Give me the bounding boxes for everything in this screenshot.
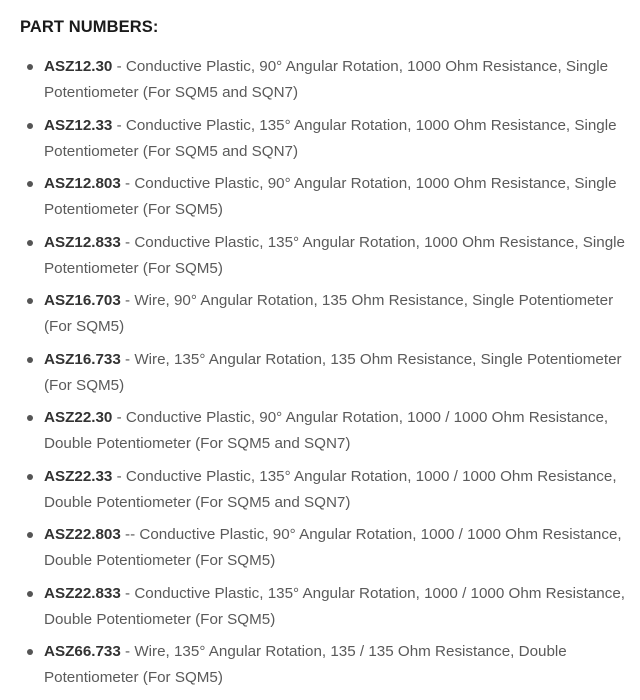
- part-item: [20, 347, 640, 399]
- part-description: - Conductive Plastic, 135° Angular Rotation, 1000 / 1000 Ohm Resistance, Double Potentiometer (For SQM5): [44, 584, 625, 628]
- bullet-icon: [27, 240, 33, 246]
- part-code: ASZ12.833: [44, 233, 121, 251]
- part-code: ASZ16.733: [44, 350, 121, 368]
- part-description: - Conductive Plastic, 135° Angular Rotation, 1000 / 1000 Ohm Resistance, Double Potentiometer (For SQM5 and SQN7): [44, 467, 617, 511]
- part-description: - Conductive Plastic, 90° Angular Rotation, 1000 / 1000 Ohm Resistance, Double Potentiometer (For SQM5 and SQN7): [44, 409, 609, 452]
- bullet-icon: [27, 532, 33, 538]
- bullet-icon: [27, 474, 33, 480]
- bullet-icon: [27, 123, 33, 129]
- part-item: [20, 113, 640, 165]
- part-code: ASZ22.30: [44, 409, 113, 426]
- bullet-icon: [27, 181, 33, 187]
- part-description: - Wire, 90° Angular Rotation, 135 Ohm Resistance, Single Potentiometer (For SQM5): [44, 292, 614, 335]
- part-description: - Conductive Plastic, 90° Angular Rotation, 1000 Ohm Resistance, Single Potentiometer (For SQM5): [44, 175, 617, 218]
- part-description: - Conductive Plastic, 135° Angular Rotation, 1000 Ohm Resistance, Single Potentiometer (For SQM5 and SQN7): [44, 116, 617, 160]
- bullet-icon: [27, 649, 33, 655]
- part-description: - Conductive Plastic, 135° Angular Rotation, 1000 Ohm Resistance, Single Potentiometer (For SQM5): [44, 233, 625, 277]
- section-heading: PART NUMBERS:: [20, 18, 159, 36]
- part-code: ASZ12.803: [44, 175, 121, 192]
- part-item: [20, 639, 640, 691]
- bullet-icon: [27, 591, 33, 597]
- part-item: [20, 581, 640, 633]
- part-item: [20, 230, 640, 282]
- part-description: - Wire, 135° Angular Rotation, 135 / 135 Ohm Resistance, Double Potentiometer (For SQM5): [44, 643, 567, 686]
- bullet-icon: [27, 357, 33, 363]
- part-code: ASZ12.33: [44, 116, 113, 134]
- part-description: -- Conductive Plastic, 90° Angular Rotation, 1000 / 1000 Ohm Resistance, Double Potentiometer (For SQM5): [44, 526, 622, 569]
- part-code: ASZ22.833: [44, 584, 121, 602]
- part-item: [20, 464, 640, 516]
- part-item: [20, 405, 640, 457]
- part-item: [20, 171, 640, 223]
- bullet-icon: [27, 298, 33, 304]
- part-item: [20, 522, 640, 574]
- part-code: ASZ12.30: [44, 58, 113, 75]
- part-code: ASZ22.803: [44, 526, 121, 543]
- part-code: ASZ22.33: [44, 467, 113, 485]
- part-item: [20, 288, 640, 340]
- part-item: [20, 54, 640, 106]
- part-description: - Wire, 135° Angular Rotation, 135 Ohm Resistance, Single Potentiometer (For SQM5): [44, 350, 622, 394]
- part-code: ASZ16.703: [44, 292, 121, 309]
- bullet-icon: [27, 64, 33, 70]
- part-list: [20, 54, 640, 691]
- part-description: - Conductive Plastic, 90° Angular Rotation, 1000 Ohm Resistance, Single Potentiometer (For SQM5 and SQN7): [44, 58, 609, 101]
- bullet-icon: [27, 415, 33, 421]
- part-code: ASZ66.733: [44, 643, 121, 660]
